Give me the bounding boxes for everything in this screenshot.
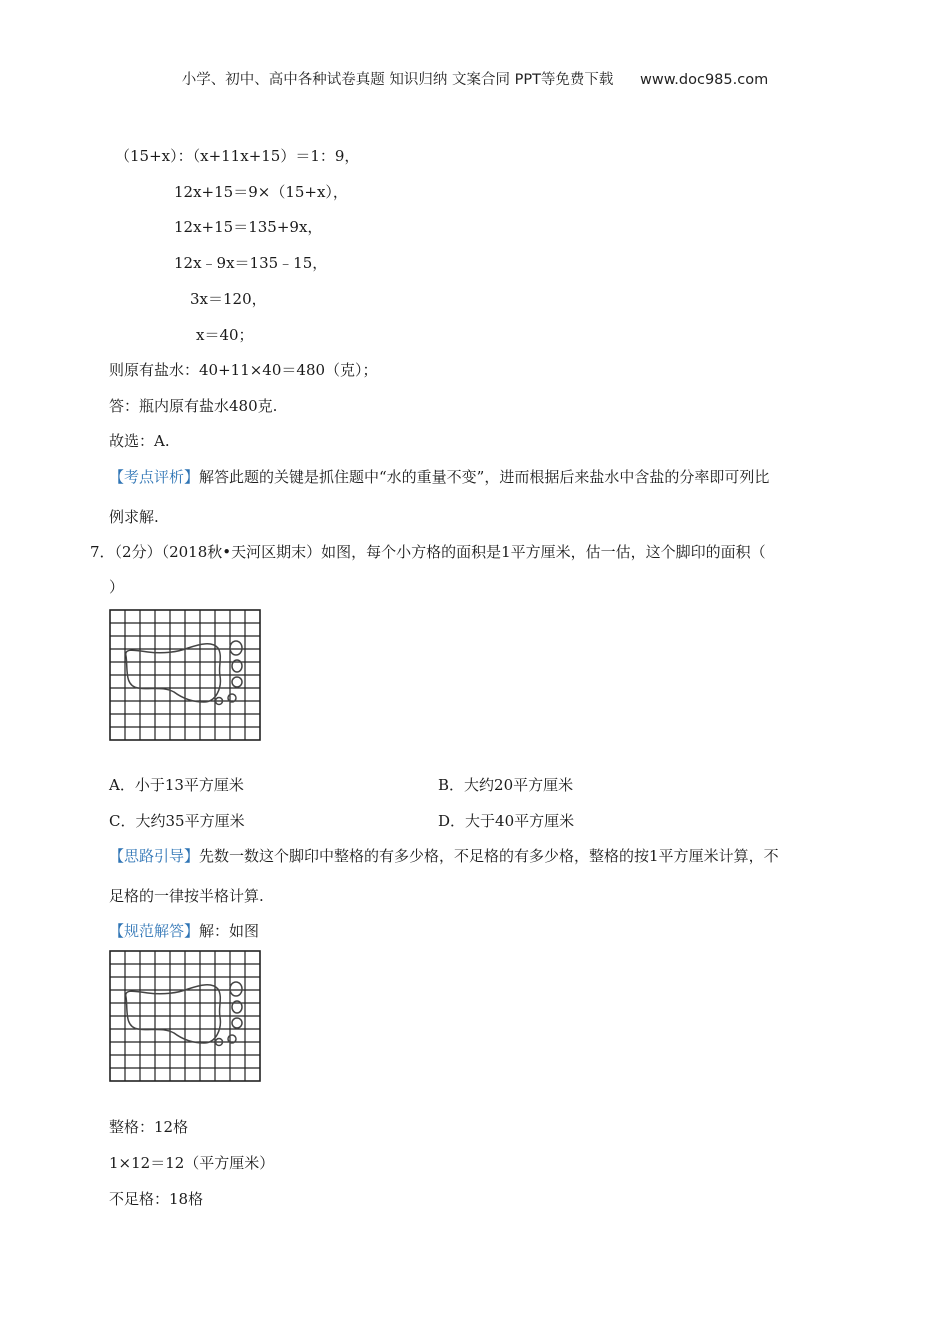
footprint-grid-solution-figure (108, 949, 264, 1083)
equation-line: （15+x）：（x+11x+15）＝1：9， (115, 147, 360, 165)
solution-line (109, 920, 259, 942)
grid-lines (110, 610, 260, 740)
question-stem-end: ） (109, 578, 125, 596)
choice-line: 故选：A. (109, 432, 170, 450)
option-a: A．小于13平方厘米 (109, 776, 244, 794)
hint-line-2: 足格的一律按半格计算. (109, 887, 264, 905)
footprint-grid-figure (108, 608, 264, 742)
review-text: 解答此题的关键是抓住题中“水的重量不变”，进而根据后来盐水中含盐的分率即可列比 (199, 468, 770, 486)
equation-line: 12x﹣9x＝135﹣15， (174, 254, 328, 272)
answer-line: 答：瓶内原有盐水480克. (109, 397, 278, 415)
partial-count-line: 不足格：18格 (109, 1190, 204, 1208)
hint-tag: 【思路引导】 (109, 847, 200, 865)
hint-text: 先数一数这个脚印中整格的有多少格，不足格的有多少格，整格的按1平方厘米计算，不 (199, 847, 779, 865)
option-d: D．大于40平方厘米 (438, 812, 575, 830)
solution-tag: 【规范解答】 (109, 922, 200, 940)
whole-calc-line: 1×12＝12（平方厘米） (109, 1154, 275, 1172)
option-c: C．大约35平方厘米 (109, 812, 245, 830)
footprint-outline (126, 641, 242, 705)
footprint-outline (126, 982, 242, 1046)
option-b: B．大约20平方厘米 (438, 776, 574, 794)
solution-text: 解：如图 (199, 922, 260, 940)
grid-lines (110, 951, 260, 1081)
result-line: 则原有盐水：40+11×40＝480（克）； (109, 361, 378, 379)
equation-line: 3x＝120， (190, 290, 267, 308)
equation-line: 12x+15＝9×（15+x）， (174, 183, 348, 201)
whole-count-line: 整格：12格 (109, 1118, 189, 1136)
equation-line: x＝40； (196, 326, 254, 344)
header-text: 小学、初中、高中各种试卷真题 知识归纳 文案合同 PPT等免费下载 (181, 72, 614, 88)
equation-line: 12x+15＝135+9x， (174, 218, 323, 236)
review-line-2: 例求解. (109, 508, 159, 526)
review-tag: 【考点评析】 (109, 468, 200, 486)
review-line (109, 466, 769, 488)
hint-line (109, 845, 779, 867)
question-stem: 7．（2分）（2018秋•天河区期末）如图，每个小方格的面积是1平方厘米，估一估，这个脚印的面积（ (90, 543, 766, 561)
page-header (0, 68, 950, 89)
header-site: www.doc985.com (640, 72, 769, 88)
